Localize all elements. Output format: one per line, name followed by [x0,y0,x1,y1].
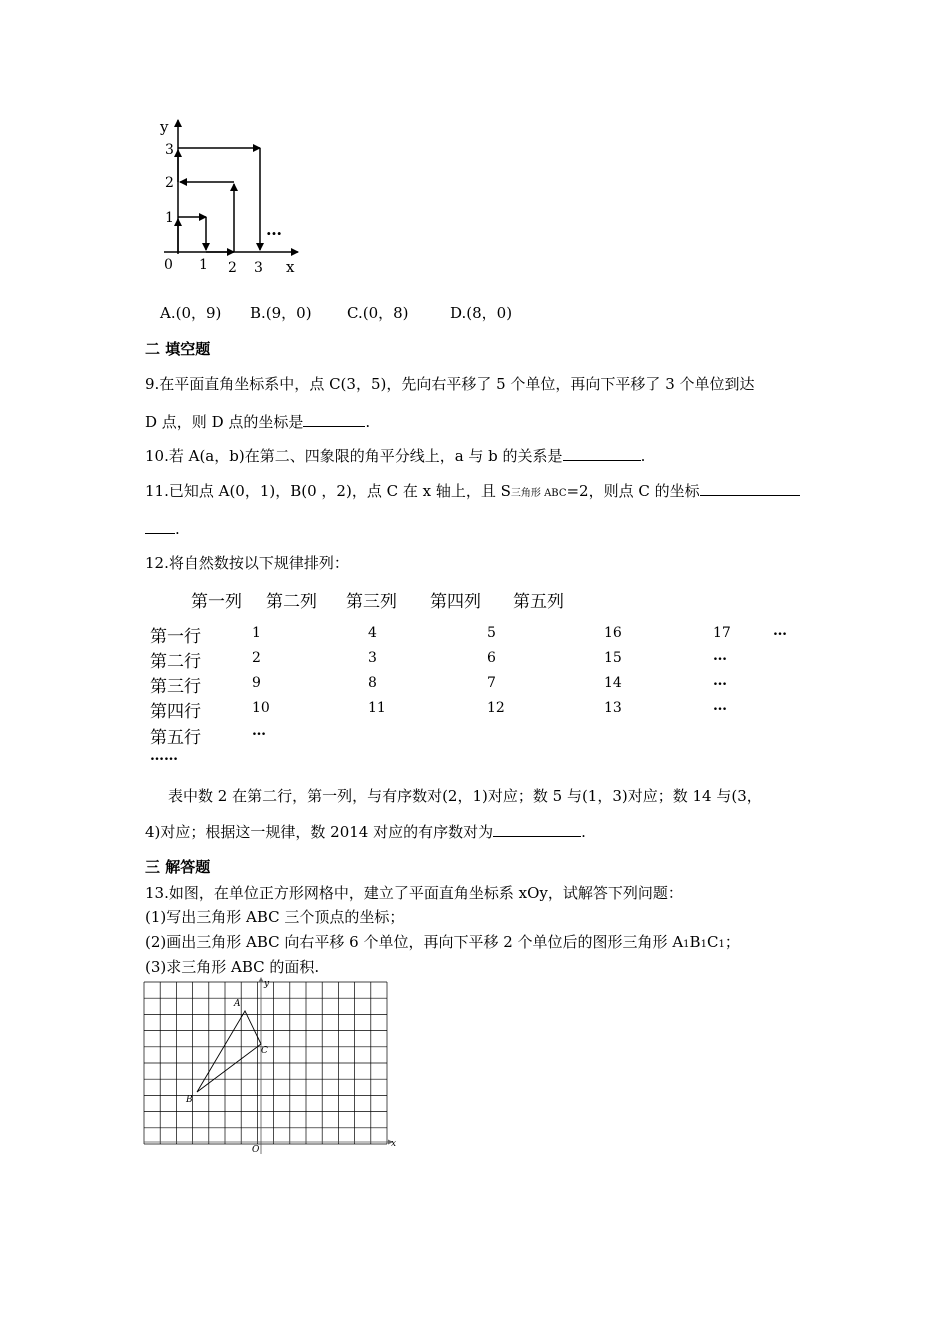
vertex-c-label: C [261,1046,268,1056]
answer-blank[interactable] [700,481,800,496]
subscript: 1 [718,939,725,950]
coordinate-grid-figure [138,974,400,1156]
vertex-b-label: B [186,1095,193,1105]
origin-label: 0 [164,257,173,273]
y-tick-label: 2 [165,175,174,191]
option-b: B.(9，0) [250,304,312,322]
col-header: 第三列 [346,592,397,612]
q11-text: 11.已知点 A(0，1)，B(0 ，2)，点 C 在 x 轴上，且 S [145,482,511,500]
row-label: 第一行 [150,627,201,647]
table-cell: 6 [487,650,496,666]
table-cell: 8 [368,675,377,691]
table-cell: … [713,648,727,664]
option-d: D.(8，0) [450,304,513,322]
table-cell: 9 [252,675,261,691]
q9-end: . [365,413,371,431]
row-label: 第四行 [150,702,201,722]
q11-end: . [175,520,180,538]
origin-label: O [252,1145,260,1155]
table-cell: 4 [368,625,377,641]
table-cell: 1 [252,625,261,641]
table-cell: … [252,723,266,739]
row-label: 第五行 [150,728,201,748]
table-cell: 10 [252,700,270,716]
answer-blank[interactable] [493,822,581,837]
arrow-path [178,148,260,252]
table-cell: … [713,698,727,714]
q12-explain-text: 4)对应；根据这一规律，数 2014 对应的有序数对为 [145,823,494,841]
q12-intro: 12.将自然数按以下规律排列： [145,554,349,572]
y-tick-label: 3 [165,142,174,158]
subscript: 1 [683,939,690,950]
section-2-title: 二 填空题 [145,340,211,358]
table-cell: 14 [604,675,622,691]
row-label: 第三行 [150,677,201,697]
y-axis-label: y [264,979,270,989]
vertex-a-label: A [234,999,241,1009]
table-cell: 16 [604,625,622,641]
q13-part2-text: (2)画出三角形 ABC 向右平移 6 个单位，再向下平移 2 个单位后的图形三角形 A [145,933,684,951]
option-c: C.(0，8) [347,304,409,322]
table-cell: 5 [487,625,496,641]
triangle-abc [197,1011,261,1092]
subscript: 1 [700,939,707,950]
q8-options [160,303,513,323]
q12-explain-line2 [145,822,586,842]
table-cell: … [713,673,727,689]
q9-text: D 点，则 D 点的坐标是 [145,413,304,431]
col-header: 第二列 [266,592,317,612]
option-a: A.(0，9) [160,304,222,322]
table-cell: 7 [487,675,496,691]
x-axis-label: x [286,258,295,276]
row-label: 第二行 [150,652,201,672]
q9-line1: 9.在平面直角坐标系中，点 C(3，5)，先向右平移了 5 个单位，再向下平移了 3 个单位到达 [145,375,755,393]
q12-explain-line1: 表中数 2 在第二行，第一列，与有序数对(2，1)对应；数 5 与(1，3)对应；数 14 与(3， [168,787,762,805]
vertex-letter: B [689,933,701,951]
x-tick-label: 3 [254,260,263,276]
q10-text: 10.若 A(a，b)在第二、四象限的角平分线上，a 与 b 的关系是 [145,447,563,465]
x-tick-label: 2 [228,260,237,276]
x-axis-label: x [391,1139,397,1149]
table-cell: 2 [252,650,261,666]
q11-line2 [145,519,180,539]
table-cell: 15 [604,650,622,666]
table-cell: 11 [368,700,386,716]
section-3-title: 三 解答题 [145,858,211,876]
col-header: 第四列 [430,592,481,612]
q11-text-post: =2，则点 C 的坐标 [566,482,700,500]
table-cell: 3 [368,650,377,666]
q13-intro: 13.如图，在单位正方形网格中，建立了平面直角坐标系 xOy，试解答下列问题： [145,884,683,902]
table-cell: 17 [713,625,731,641]
q13-part1: (1)写出三角形 ABC 三个顶点的坐标； [145,908,405,926]
q13-part3: (3)求三角形 ABC 的面积. [145,958,320,976]
q10-line [145,446,645,466]
arrow-path-figure [150,112,310,278]
x-tick-label: 1 [199,257,208,273]
punctuation: ； [724,933,740,951]
q12-end: . [581,823,586,841]
q13-part2 [145,932,740,955]
y-tick-label: 1 [165,210,174,226]
vertex-letter: C [706,933,719,951]
answer-blank[interactable] [145,519,175,534]
q9-line2 [145,412,370,432]
grid-lines [144,982,387,1144]
trailing-dots: …… [150,748,178,764]
q11-subscript: 三角形 ABC [510,488,567,499]
answer-blank[interactable] [563,446,641,461]
table-cell: 12 [487,700,505,716]
table-cell: … [773,623,787,639]
col-header: 第一列 [191,592,242,612]
answer-blank[interactable] [303,412,365,427]
col-header: 第五列 [513,592,564,612]
q11-line1 [145,481,800,504]
y-axis-label: y [160,118,169,136]
q10-end: . [640,447,646,465]
table-cell: 13 [604,700,622,716]
ellipsis: … [266,220,282,239]
